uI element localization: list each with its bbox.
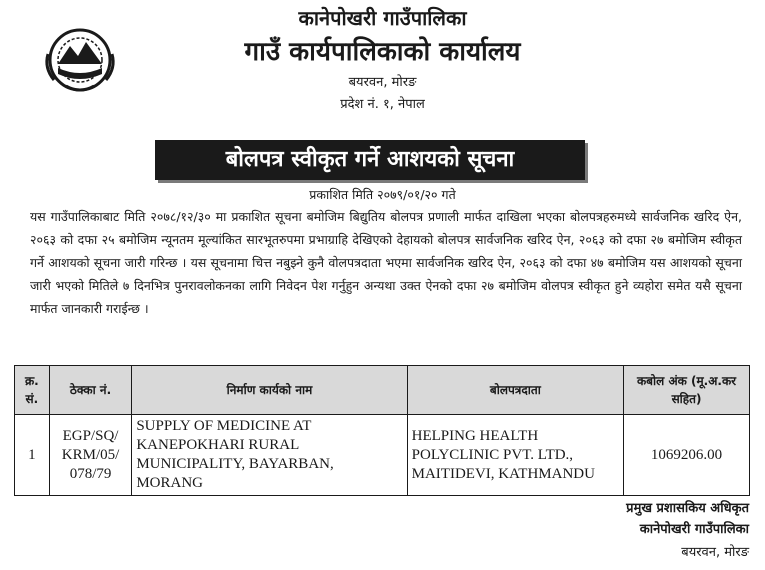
header-bid-amount: कबोल अंक (मू.अ.कर सहित) [624,366,750,415]
address-line-2: प्रदेश नं. १, नेपाल [340,97,425,112]
signatory-location: बयरवन, मोरङ [681,545,749,560]
header-bidder: बोलपत्रदाता [407,366,623,415]
header-serial-number: क्र. सं. [15,366,50,415]
signatory-title: प्रमुख प्रशासकिय अधिकृत [626,501,749,516]
signature-block [626,498,749,563]
cell-work-name: SUPPLY OF MEDICINE AT KANEPOKHARI RURAL MUNICIPALITY, BAYARBAN, MORANG [132,415,407,496]
office-main-title: गाउँ कार्यपालिकाको कार्यालय [244,37,521,67]
cell-bidder: HELPING HEALTH POLYCLINIC PVT. LTD., MAITIDEVI, KATHMANDU [407,415,623,496]
header-contract-number: ठेक्का नं. [49,366,132,415]
header-work-name: निर्माण कार्यको नाम [132,366,407,415]
notice-body: यस गाउँपालिकाबाट मिति २०७८/१२/३० मा प्रकाशित सूचना बमोजिम बिद्युतिय बोलपत्र प्रणाली मार्फत दाखिला भएका बोलपत्रहरुमध्ये सार्वजनिक खरिद ऐन, २०६३ को दफा २५ बमोजिम न्यूनतम मूल्यांकित सारभूतरुपमा प्रभाग्राहि देखिएको देहायको बोलपत्र सार्वजनिक खरिद ऐन, २०६३ को दफा २७ बमोजिम स्वीकृत गर्ने आशयको सूचना जारी गरिन्छ । यस सूचनामा चित्त नबुझ्ने कुनै वोलपत्रदाता भएमा सार्वजनिक खरिद ऐन, २०६३ को दफा ४७ बमोजिम यस आशयको सूचना जारी भएको मितिले ७ दिनभित्र पुनरावलोकनका लागि निवेदन पेश गर्नुहुन अन्यथा उक्त ऐनको दफा २७ बमोजिम वोलपत्र स्वीकृत हुने व्यहोरा समेत यसै सूचना मार्फत जानकारी गराईन्छ । [30,209,742,316]
notice-header [0,4,765,116]
tender-table [14,365,750,496]
table-row [15,415,750,496]
table-header-row [15,366,750,415]
signatory-office: कानेपोखरी गाउँपालिका [639,522,749,537]
cell-contract-number: EGP/SQ/ KRM/05/ 078/79 [49,415,132,496]
notice-title-banner: बोलपत्र स्वीकृत गर्ने आशयको सूचना [155,140,585,180]
cell-serial-number: 1 [15,415,50,496]
address-line-1: बयरवन, मोरङ [348,75,417,90]
office-name: कानेपोखरी गाउँपालिका [298,6,467,30]
published-date: प्रकाशित मिति २०७९/०१/२० गते [309,187,456,202]
cell-bid-amount: 1069206.00 [624,415,750,496]
